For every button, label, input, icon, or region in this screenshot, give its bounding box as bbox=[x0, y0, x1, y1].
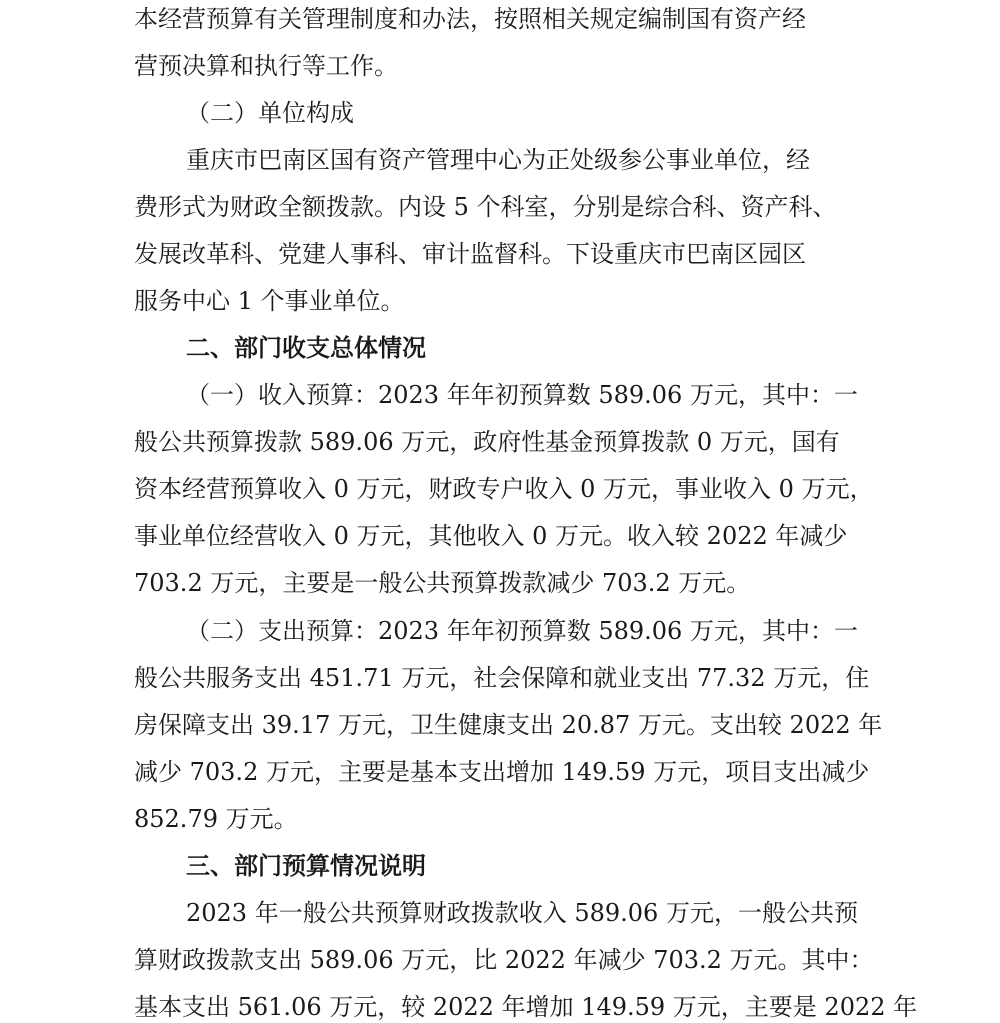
paragraph-line: 2023 年一般公共预算财政拨款收入 589.06 万元，一般公共预 bbox=[186, 899, 858, 927]
paragraph-line: 房保障支出 39.17 万元，卫生健康支出 20.87 万元。支出较 2022 年 bbox=[134, 711, 883, 739]
paragraph-line: 852.79 万元。 bbox=[134, 805, 298, 833]
paragraph-line: 发展改革科、党建人事科、审计监督科。下设重庆市巴南区园区 bbox=[134, 240, 806, 268]
paragraph-line: 基本支出 561.06 万元，较 2022 年增加 149.59 万元，主要是 2022 年 bbox=[134, 993, 918, 1021]
paragraph-line: 重庆市巴南区国有资产管理中心为正处级参公事业单位，经 bbox=[186, 146, 810, 174]
paragraph-line: （一）收入预算：2023 年年初预算数 589.06 万元，其中：一 bbox=[186, 381, 858, 409]
section-heading: 二、部门收支总体情况 bbox=[186, 333, 426, 362]
paragraph-line: 般公共预算拨款 589.06 万元，政府性基金预算拨款 0 万元，国有 bbox=[134, 428, 840, 456]
paragraph-line: 般公共服务支出 451.71 万元，社会保障和就业支出 77.32 万元，住 bbox=[134, 664, 870, 692]
paragraph-line: 703.2 万元，主要是一般公共预算拨款减少 703.2 万元。 bbox=[134, 569, 751, 597]
paragraph-line: 减少 703.2 万元，主要是基本支出增加 149.59 万元，项目支出减少 bbox=[134, 758, 870, 786]
paragraph-line: （二）支出预算：2023 年年初预算数 589.06 万元，其中：一 bbox=[186, 617, 858, 645]
paragraph-line: 费形式为财政全额拨款。内设 5 个科室，分别是综合科、资产科、 bbox=[134, 193, 837, 221]
paragraph-line: 本经营预算有关管理制度和办法，按照相关规定编制国有资产经 bbox=[134, 5, 806, 33]
paragraph-line: 算财政拨款支出 589.06 万元，比 2022 年减少 703.2 万元。其中： bbox=[134, 946, 874, 974]
paragraph-line: 事业单位经营收入 0 万元，其他收入 0 万元。收入较 2022 年减少 bbox=[134, 522, 848, 550]
paragraph-line: 资本经营预算收入 0 万元，财政专户收入 0 万元，事业收入 0 万元， bbox=[134, 475, 874, 503]
paragraph-line: 营预决算和执行等工作。 bbox=[134, 52, 398, 80]
paragraph-line: 服务中心 1 个事业单位。 bbox=[134, 287, 405, 315]
section-heading: 三、部门预算情况说明 bbox=[186, 851, 426, 880]
section-heading: （二）单位构成 bbox=[186, 99, 354, 127]
